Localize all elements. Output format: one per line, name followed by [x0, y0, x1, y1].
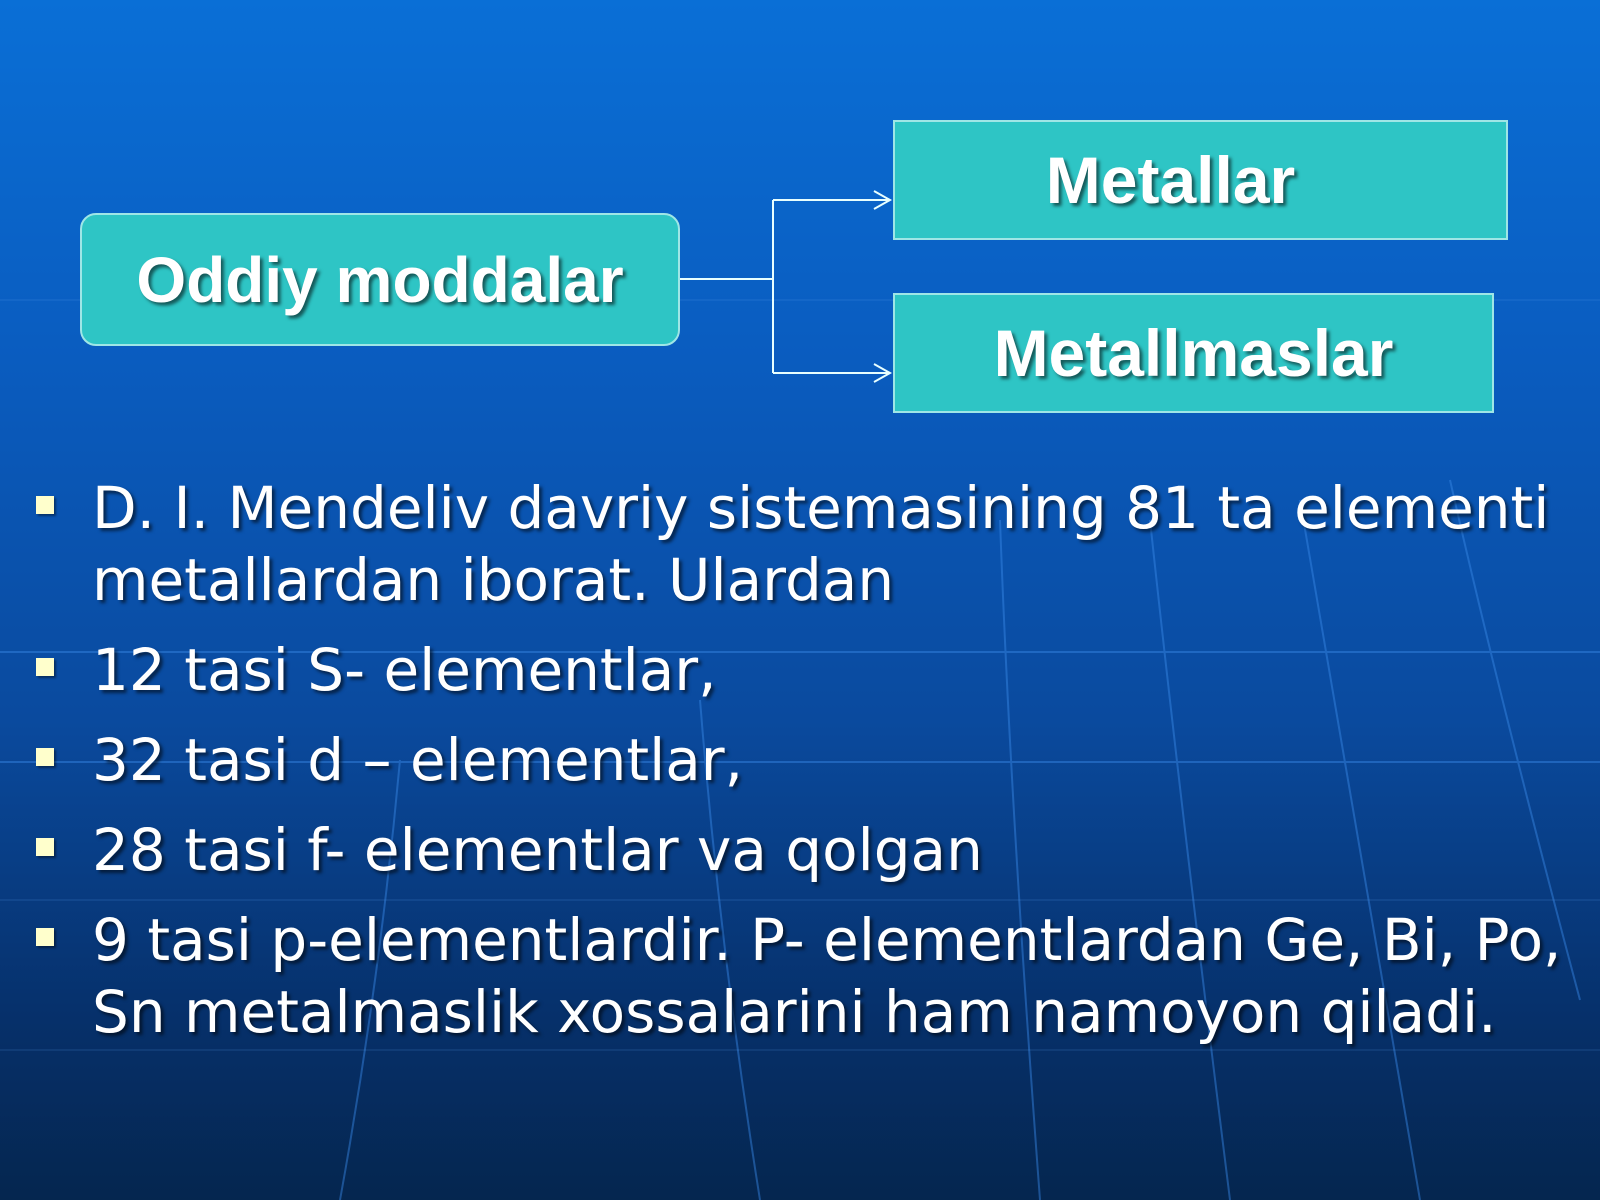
bullet-text: 28 tasi f- elementlar va qolgan: [92, 816, 983, 884]
bullet-text: 32 tasi d – elementlar,: [92, 726, 744, 794]
square-bullet-icon: [36, 928, 54, 946]
diagram-node-metallar: [893, 120, 1508, 240]
diagram-root-node: [80, 213, 680, 346]
bullet-item: [30, 634, 1570, 706]
bullet-text: D. I. Mendeliv davriy sistemasining 81 ta elementi metallardan iborat. Ulardan: [92, 474, 1550, 614]
bullet-item: [30, 904, 1570, 1048]
square-bullet-icon: [36, 658, 54, 676]
node-label-metallar: Metallar: [1045, 143, 1296, 217]
square-bullet-icon: [36, 496, 54, 514]
bullet-text: 12 tasi S- elementlar,: [92, 636, 717, 704]
bullet-item: [30, 472, 1570, 616]
node-label-metallmaslar: Metallmaslar: [993, 316, 1394, 390]
bullet-list: [30, 472, 1570, 1066]
square-bullet-icon: [36, 838, 54, 856]
bullet-text: 9 tasi p-elementlardir. P- elementlardan Ge, Bi, Po, Sn metalmaslik xossalarini ham namoyon qiladi.: [92, 906, 1562, 1046]
square-bullet-icon: [36, 748, 54, 766]
bullet-item: [30, 814, 1570, 886]
bullet-item: [30, 724, 1570, 796]
root-node-label: Oddiy moddalar: [136, 243, 624, 316]
diagram-node-metallmaslar: [893, 293, 1494, 413]
